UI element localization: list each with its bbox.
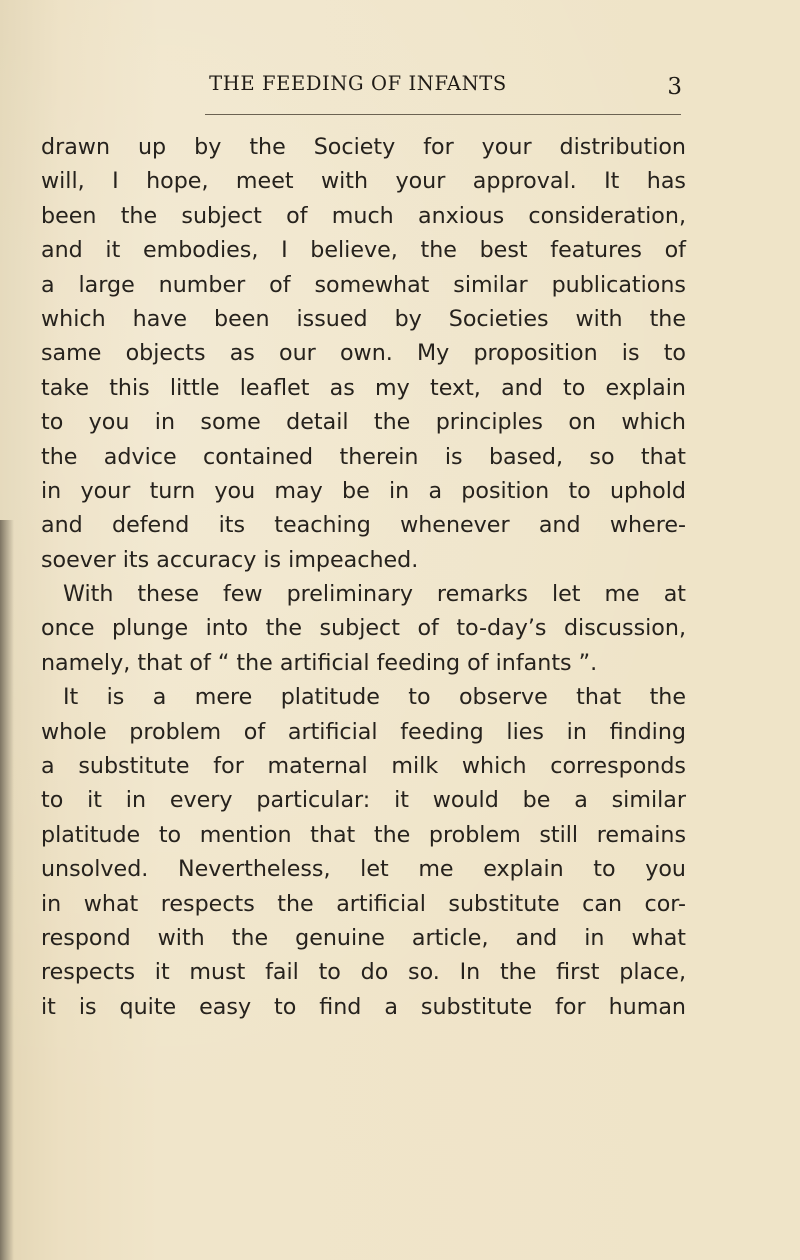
text-line: will, I hope, meet with your approval. It has (41, 168, 686, 195)
text-line: respects it must fail to do so. In the first place, (41, 959, 686, 986)
text-line: namely, that of “ the artificial feeding of infants ”. (41, 649, 598, 676)
binding-gutter-shadow (0, 520, 14, 1260)
text-line: unsolved. Nevertheless, let me explain to you (41, 856, 686, 883)
text-line: a large number of somewhat similar publications (41, 271, 686, 298)
paragraph-start-line: It is a mere platitude to observe that the (63, 684, 686, 711)
text-line: a substitute for maternal milk which corresponds (41, 753, 686, 780)
header-rule (205, 114, 681, 115)
text-line: whole problem of artificial feeding lies in finding (41, 718, 686, 745)
text-line: once plunge into the subject of to-day’s discussion, (41, 615, 686, 642)
text-line: drawn up by the Society for your distribution (41, 134, 686, 160)
text-line: in what respects the artificial substitute can cor- (41, 890, 686, 917)
text-line: take this little leaflet as my text, and to explain (41, 374, 686, 401)
page-header (40, 72, 682, 112)
body-text (41, 130, 686, 1024)
text-line: soever its accuracy is impeached. (41, 546, 419, 573)
text-line: in your turn you may be in a position to uphold (41, 477, 686, 504)
text-line: platitude to mention that the problem still remains (41, 821, 686, 848)
text-line: the advice contained therein is based, so that (41, 443, 686, 470)
paragraph-start-line: With these few preliminary remarks let me at (63, 581, 686, 608)
text-line: respond with the genuine article, and in what (41, 924, 686, 951)
text-line: to it in every particular: it would be a similar (41, 787, 686, 814)
text-line: to you in some detail the principles on which (41, 409, 686, 436)
text-line: and defend its teaching whenever and where- (41, 512, 686, 539)
text-line: and it embodies, I believe, the best features of (41, 237, 686, 264)
text-line: it is quite easy to find a substitute for human (41, 993, 686, 1020)
page-number: 3 (667, 74, 682, 100)
text-line: same objects as our own. My proposition is to (41, 340, 686, 367)
text-line: been the subject of much anxious consideration, (41, 202, 686, 229)
text-line: which have been issued by Societies with the (41, 305, 686, 332)
running-title: THE FEEDING OF INFANTS (209, 72, 507, 95)
